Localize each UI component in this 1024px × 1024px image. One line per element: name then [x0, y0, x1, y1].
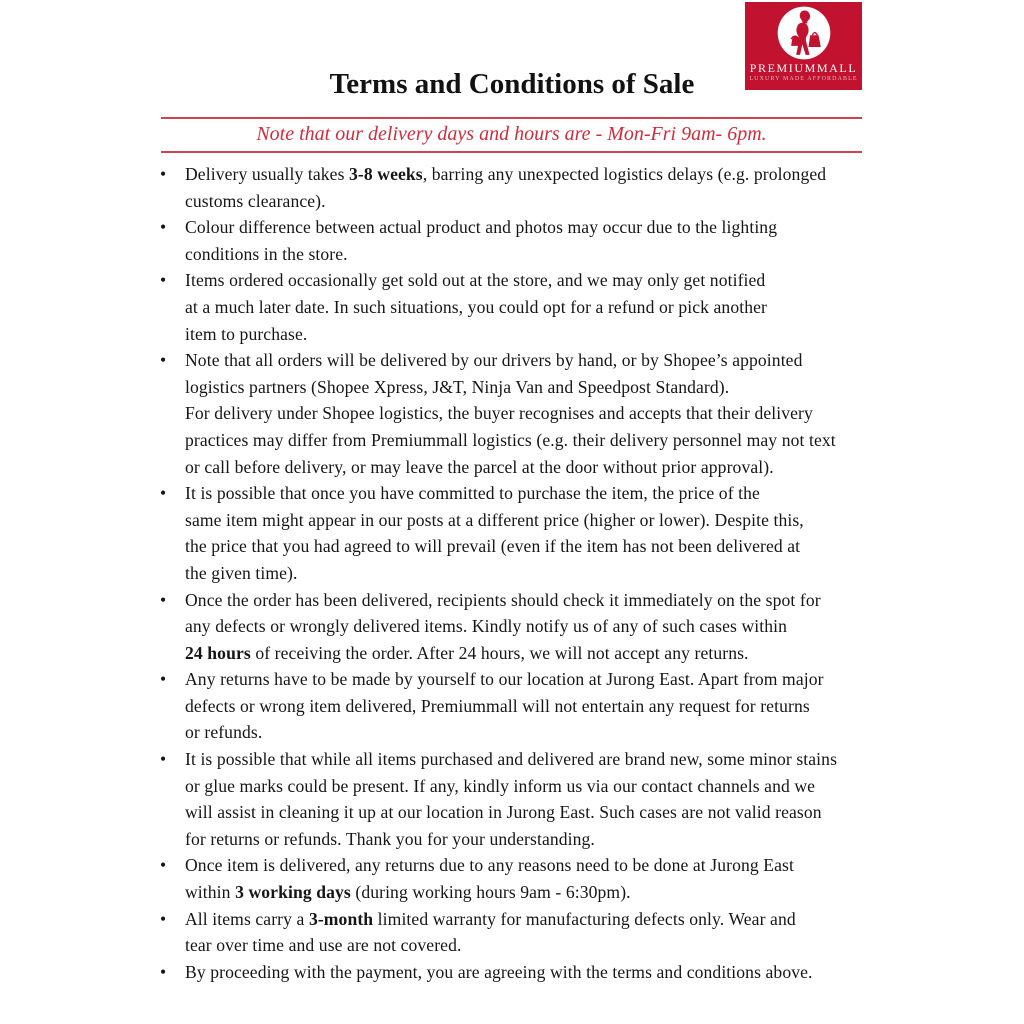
bullet-icon: • [160, 164, 167, 184]
terms-list-item-text: Once item is delivered, any returns due to any reasons need to be done at Jurong East within 3 working days (during working hours 9am - 6:30pm). [185, 855, 794, 903]
page-title: Terms and Conditions of Sale [329, 68, 695, 100]
bullet-icon: • [160, 669, 167, 690]
terms-list-item [160, 852, 872, 905]
terms-list-item-text: By proceeding with the payment, you are agreeing with the terms and conditions above. [185, 961, 813, 982]
bullet-icon: • [160, 483, 167, 504]
terms-list-item [160, 906, 872, 959]
bullet-icon: • [160, 855, 167, 876]
terms-list-item [160, 347, 872, 480]
terms-list-item [160, 587, 872, 667]
terms-list [160, 161, 872, 985]
delivery-note-band [161, 117, 862, 153]
terms-list-item [160, 214, 872, 267]
terms-list-item [160, 959, 872, 986]
terms-list-item-text: Note that all orders will be delivered by our drivers by hand, or by Shopee’s appointed logistics partners (Shopee Xpress, J&T, Ninja Van and Speedpost Standard). For delivery under Shopee logistics, the buyer recognises and accepts that their delivery practices may differ from Premiummall logistics (e.g. their delivery personnel may not text or call before delivery, or may leave the parcel at the door without prior approval). [185, 350, 836, 477]
bullet-icon: • [160, 589, 167, 610]
terms-list-item-text: Colour difference between actual product and photos may occur due to the lighting conditions in the store. [185, 217, 778, 264]
terms-list-item [160, 480, 872, 586]
logo-tagline-text: LUXURY MADE AFFORDABLE [749, 76, 858, 82]
delivery-note-text: Note that our delivery days and hours are - Mon-Fri 9am- 6pm. [256, 123, 767, 145]
logo-brand-text: PREMIUMMALL [749, 61, 858, 75]
terms-list-item [160, 666, 872, 746]
terms-list-item-text: Once the order has been delivered, recipients should check it immediately on the spot for any defects or wrongly delivered items. Kindly notify us of any of such cases within 24 hours of receiving the order. After 24 hours, we will not accept any returns. [185, 589, 821, 663]
terms-list-item-text: Delivery usually takes 3-8 weeks, barring any unexpected logistics delays (e.g. prolonged customs clearance). [185, 164, 827, 211]
bullet-icon: • [160, 908, 167, 929]
terms-list-item-text: It is possible that while all items purchased and delivered are brand new, some minor stains or glue marks could be present. If any, kindly inform us via our contact channels and we will assist in cleaning it up at our location in Jurong East. Such cases are not valid reason for returns or refunds. Thank you for your understanding. [185, 749, 838, 849]
bullet-icon: • [160, 749, 167, 770]
terms-list-item [160, 746, 872, 852]
terms-list-item-text: It is possible that once you have committed to purchase the item, the price of the same item might appear in our posts at a different price (higher or lower). Despite this, the price that you had agreed to will prevail (even if the item has not been delivered at the given time). [185, 483, 804, 583]
bullet-icon: • [160, 270, 167, 291]
terms-list-item-text: Any returns have to be made by yourself to our location at Jurong East. Apart from major defects or wrong item delivered, Premiummall will not entertain any request for returns or refunds. [185, 669, 824, 743]
woman-shopper-icon [776, 5, 832, 61]
terms-list-item-text: Items ordered occasionally get sold out at the store, and we may only get notified at a much later date. In such situations, you could opt for a refund or pick another item to purchase. [185, 270, 767, 344]
bullet-icon: • [160, 961, 167, 982]
bullet-icon: • [160, 217, 167, 238]
terms-list-item [160, 161, 872, 214]
terms-list-item-text: All items carry a 3-month limited warranty for manufacturing defects only. Wear and tear over time and use are not covered. [185, 908, 796, 956]
terms-list-item [160, 267, 872, 347]
bullet-icon: • [160, 350, 167, 371]
